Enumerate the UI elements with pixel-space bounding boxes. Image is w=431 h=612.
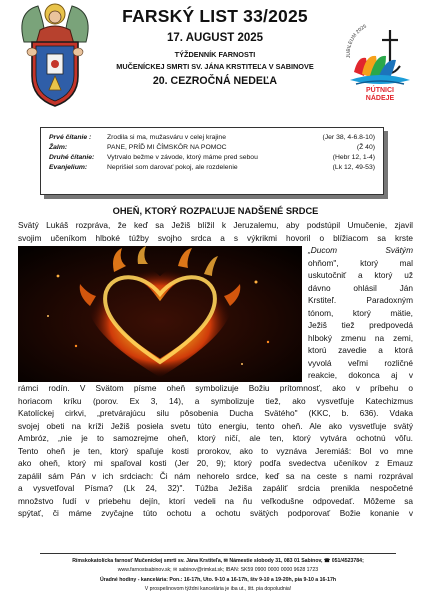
- article-line: svojej obeti na kríži Ježiš posiela svetu túto energiu, tento oheň. Ale ako vysvetľuje svätý: [18, 420, 413, 431]
- article-line: Svätý Lukáš rozpráva, že keď sa Ježiš blížil k Jeruzalemu, aby podstúpil Umučenie, zjavil: [18, 220, 413, 230]
- parish-heading: [80, 49, 350, 73]
- article-line: spýtať, či máme zvyčajne túto ochotu a ochotu svätých podporovať Božie konanie v: [18, 508, 413, 518]
- article-line: dávno ohlásil Ján: [308, 282, 413, 293]
- article-side-column: [308, 244, 413, 382]
- article-line: vyvolá veľmi rozličné: [308, 357, 413, 368]
- article-line: Tento oheň je ten, ktorý spaľuje kosti prorokov, ako to vyznáva Jeremiáš: Bol vo mne: [18, 445, 413, 456]
- article-line: ktorú zavedie a ktorá: [308, 345, 413, 355]
- article-line: Ambróz, „nie je to samozrejme oheň, ktorý ničí, ale ten, ktorý vytvára ochotnú vôľu.: [18, 433, 413, 443]
- reading-label: Žalm:: [49, 144, 68, 151]
- reading-text: Vytrvalo bežme v závode, ktorý máme pred sebou: [107, 154, 258, 161]
- article-line: uskutočniť a ktorý už: [308, 270, 413, 280]
- reading-reference: (Hebr 12, 1-4): [332, 154, 375, 161]
- svg-text:JUBILEUM 2025: [346, 23, 368, 58]
- article-line: a vysvetľoval Písma? (Lk 24, 32)". Túžba Ježiša zapáliť srdcia prenikla nespočetné: [18, 483, 413, 493]
- liturgical-sunday: 20. CEZROČNÁ NEDEĽA: [152, 75, 278, 87]
- page-footer: [40, 553, 396, 595]
- article-headline: OHEŇ, KTORÝ ROZPAĽUJE NADŠENÉ SRDCE: [112, 206, 319, 216]
- burning-heart-image: [18, 246, 302, 382]
- newsletter-title: FARSKÝ LIST 33/2025: [122, 6, 308, 26]
- footer-note: V prospešnovom týždni kancelária je iba ut., štt. pia dopoludnia!: [144, 586, 292, 593]
- reading-text: Neprišiel som darovať pokoj, ale rozdelenie: [107, 164, 238, 171]
- article-line: ako oheň, ktorý mi spaľoval kosti (Jer 20, 9); ktorý podľa svedectva učeníkov z Emauz: [18, 458, 413, 468]
- article-line: horiacom kríku (porov. Ex 3, 14), a symbolizuje tiež, ako vysvetľuje Katechizmus: [18, 395, 413, 406]
- jubilee-line-2: NÁDEJE: [365, 95, 395, 102]
- footer-address: Rímskokatolícka farnosť Mučeníckej smrti sv. Jána Krstiteľa, ✉ Námestie slobody 31, 083 01 Sabinov, ☎ 051/4523784;: [72, 558, 364, 564]
- jubilee-arc-text: JUBILEUM 2025: [345, 23, 368, 59]
- article-line: hlboký zmenu na zemi,: [308, 332, 413, 343]
- footer-office-hours: Úradné hodiny - kancelária: Pon.: 16-17h, Uto. 9-10 a 16-17h, štv 9-10 a 19-20h, pia 9-10 a 16-17h: [99, 576, 337, 583]
- article-line: zapálil sám Pán v ich srdciach: Či nám nehorelo srdce, keď sa na ceste s nami rozprával: [18, 470, 413, 481]
- parish-name: MUČENÍCKEJ SMRTI SV. JÁNA KRSTITEĽA V SABINOVE: [116, 62, 314, 71]
- reading-reference: (Ž 40): [356, 144, 375, 151]
- article-line: Katolíckej cirkvi, „pretvárajúcu silu pôsobenia Ducha Svätého" (KKC, b. 636). Vdaka: [18, 408, 413, 418]
- article-line: tónom, ktorý mätie,: [308, 307, 413, 318]
- reading-text: PANE, PRÍĎ MI ČÍMSKÔR NA POMOC: [107, 144, 227, 151]
- reading-reference: (Lk 12, 49-53): [332, 164, 375, 171]
- reading-text: Zrodila si ma, mužasváru v celej krajine: [107, 134, 226, 141]
- footer-contact: www.farnostsabinov.sk; ✉ sabinov@rimkat.sk; IBAN: SK59 0900 0000 0000 9628 1723: [117, 567, 319, 574]
- article-line: Krstiteľ. Paradoxným: [308, 295, 413, 305]
- reading-label: Prvé čítanie :: [49, 134, 92, 141]
- reading-label: Evanjelium:: [49, 164, 88, 171]
- article-line: Ježiš tiež predpovedá: [308, 320, 413, 330]
- article-continuation: [18, 382, 413, 520]
- readings-table: [49, 134, 375, 174]
- reading-row: [49, 154, 375, 164]
- jubilee-line-1: PÚTNICI: [366, 87, 394, 94]
- issue-date: 17. AUGUST 2025: [166, 32, 264, 44]
- reading-reference: (Jer 38, 4-6.8-10): [322, 134, 375, 141]
- reading-row: [49, 144, 375, 154]
- readings-box: [40, 127, 384, 195]
- article-line: rámci rodín. V Svätom písme oheň symbolizuje Božiu prítomnosť, ako v príbehu o: [18, 383, 413, 393]
- reading-row: [49, 164, 375, 174]
- jubilee-logo: [340, 14, 420, 102]
- article-intro: [18, 219, 413, 244]
- reading-row: [49, 134, 375, 144]
- article-line: reakcie, dokonca aj v: [308, 370, 413, 380]
- article-line: množstvo ľudí v priebehu dejín, ktorí vedeli na ňu veľkodušne odpovedať. Môžeme sa: [18, 495, 413, 506]
- weekly-label: TÝŽDENNÍK FARNOSTI: [174, 50, 256, 59]
- article-line: „Ducom Svätým: [308, 245, 413, 255]
- article-line: svojim učeníkom hlboké túžby svojho srdca a s výkrikmi hovoril o blížiacom sa krste: [18, 232, 413, 243]
- article-line: ohňom", ktorý mal: [308, 257, 413, 268]
- reading-label: Druhé čítanie:: [49, 154, 95, 161]
